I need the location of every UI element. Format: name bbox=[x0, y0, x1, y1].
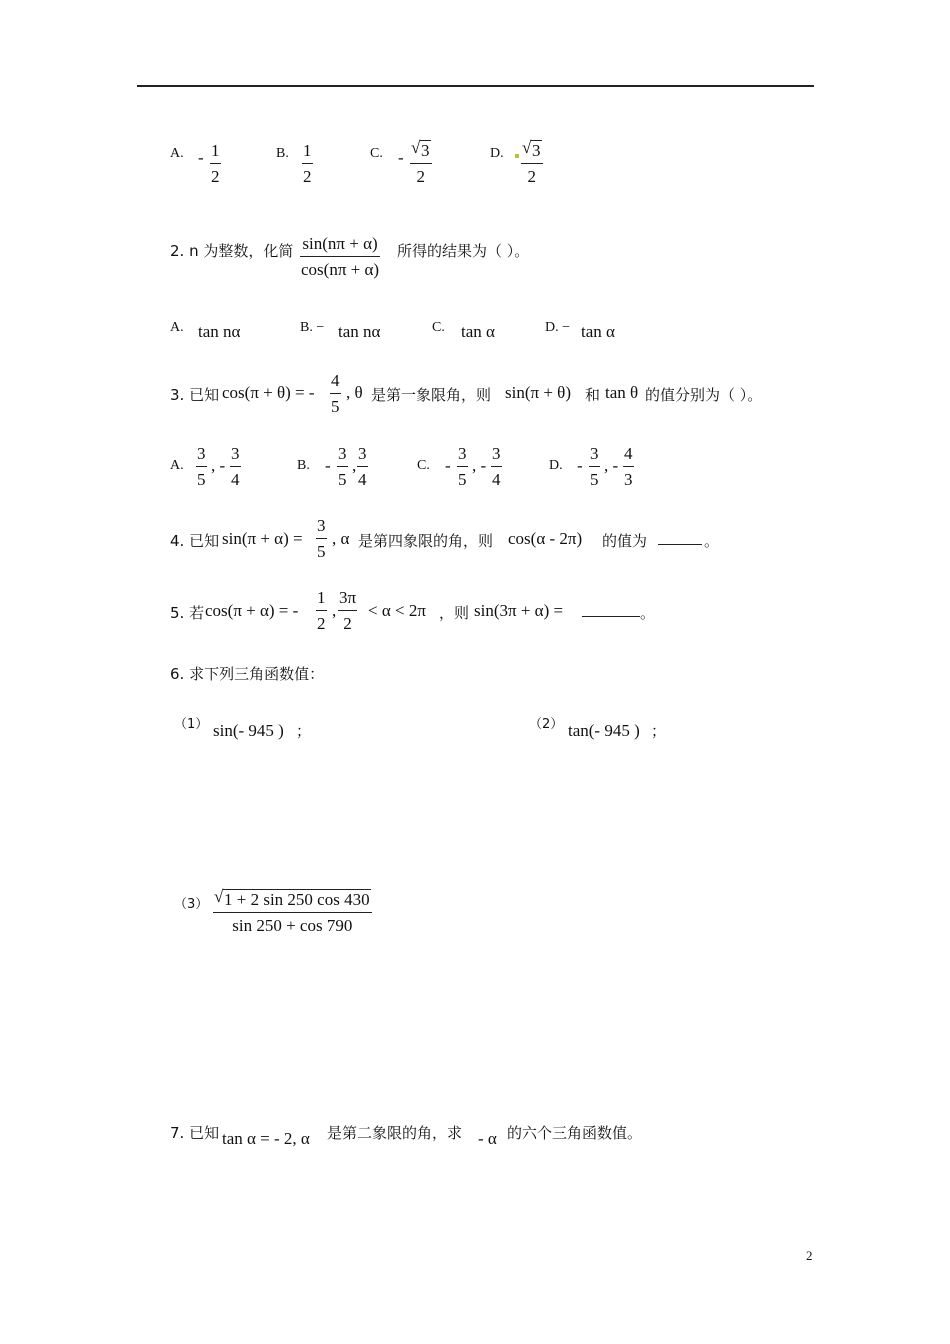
q2-option-a: tan nα bbox=[198, 322, 241, 341]
q6-part1-end: ； bbox=[296, 722, 312, 740]
q3-option-c-sign: - bbox=[445, 456, 451, 475]
q3-text3: 的值分别为（ ）。 bbox=[645, 386, 763, 404]
q3-option-a-frac2: 3 4 bbox=[231, 444, 240, 489]
option-a-fraction: 1 2 bbox=[211, 141, 220, 186]
option-b-fraction: 1 2 bbox=[303, 141, 312, 186]
q3-option-d-label: D. bbox=[549, 458, 563, 473]
q7-text2: 的六个三角函数值。 bbox=[507, 1124, 643, 1142]
q3-option-b-sign: - bbox=[325, 456, 331, 475]
q3-expr3: tan θ bbox=[605, 383, 639, 402]
q5-fraction2: 3π 2 bbox=[339, 588, 357, 633]
highlight-dot bbox=[515, 154, 519, 158]
q5-end: 。 bbox=[640, 604, 656, 622]
q3-option-b-sep: , bbox=[352, 456, 357, 475]
q5-text1: ，则 bbox=[439, 604, 470, 622]
q3-option-d-frac1: 3 5 bbox=[590, 444, 599, 489]
page-number: 2 bbox=[806, 1248, 813, 1263]
q3-option-c-frac2: 3 4 bbox=[492, 444, 501, 489]
q3-option-a-frac1: 3 5 bbox=[197, 444, 206, 489]
header-rule bbox=[137, 85, 814, 87]
q3-prefix: 3. 已知 bbox=[170, 386, 220, 404]
q2-option-b: tan nα bbox=[338, 322, 381, 341]
q5-answer-blank[interactable] bbox=[582, 600, 640, 617]
q7-prefix: 7. 已知 bbox=[170, 1124, 220, 1142]
option-d-label: D. bbox=[490, 146, 504, 161]
q3-option-b-label: B. bbox=[297, 458, 310, 473]
q6-title: 6. 求下列三角函数值： bbox=[170, 665, 325, 683]
q6-part2-label: （2） bbox=[529, 717, 564, 732]
q4-answer-blank[interactable] bbox=[658, 528, 702, 545]
q2-option-a-label: A. bbox=[170, 320, 184, 335]
q3-option-b-frac2: 3 4 bbox=[358, 444, 367, 489]
q7-text1: 是第二象限的角，求 bbox=[327, 1124, 463, 1142]
q5-expr1: cos(π + α) = - bbox=[205, 601, 299, 620]
q5-inequality: < α < 2π bbox=[368, 601, 426, 620]
q6-part1-label: （1） bbox=[174, 717, 209, 732]
q3-option-d-sign: - bbox=[577, 456, 583, 475]
q2-option-b-label: B. − bbox=[300, 320, 325, 335]
q3-mid: , θ bbox=[346, 383, 363, 402]
q3-option-a-sep: , - bbox=[211, 456, 226, 475]
q5-expr2: sin(3π + α) = bbox=[474, 601, 564, 620]
q5-fraction1: 1 2 bbox=[317, 588, 326, 633]
q3-option-c-sep: , - bbox=[472, 456, 487, 475]
option-c-sign: - bbox=[398, 148, 404, 167]
q3-option-b-frac1: 3 5 bbox=[338, 444, 347, 489]
option-b-label: B. bbox=[276, 146, 289, 161]
q2-option-c: tan α bbox=[461, 322, 495, 341]
q2-option-d: tan α bbox=[581, 322, 615, 341]
q3-option-c-frac1: 3 5 bbox=[458, 444, 467, 489]
q4-fraction: 3 5 bbox=[317, 516, 326, 561]
q3-expr2: sin(π + θ) bbox=[505, 383, 571, 402]
q3-option-c-label: C. bbox=[417, 458, 430, 473]
q3-expr1: cos(π + θ) = - bbox=[222, 383, 315, 402]
option-a-sign: - bbox=[198, 148, 204, 167]
q7-expr2: - α bbox=[478, 1129, 497, 1148]
q3-text1: 是第一象限角，则 bbox=[371, 386, 492, 404]
q2-fraction: sin(nπ + α) cos(nπ + α) bbox=[301, 234, 380, 279]
q2-option-d-label: D. − bbox=[545, 320, 571, 335]
q4-prefix: 4. 已知 bbox=[170, 532, 220, 550]
q2-prefix: 2. n 为整数，化简 bbox=[170, 242, 294, 260]
q2-suffix: 所得的结果为（ ）。 bbox=[397, 242, 530, 260]
q4-text2: 的值为 bbox=[602, 532, 648, 550]
q6-part3-label: （3） bbox=[174, 897, 209, 912]
option-a-label: A. bbox=[170, 146, 184, 161]
q6-part1-expr: sin(- 945 ) bbox=[213, 721, 284, 740]
option-c-fraction: √ 3 2 bbox=[411, 138, 430, 186]
option-d-fraction: √ 3 2 bbox=[522, 138, 541, 186]
q3-text2: 和 bbox=[585, 386, 601, 404]
option-c-label: C. bbox=[370, 146, 383, 161]
q6-part3-fraction: √ 1 + 2 sin 250 cos 430 sin 250 + cos 790 bbox=[214, 887, 370, 935]
q3-option-d-frac2: 4 3 bbox=[624, 444, 633, 489]
q3-option-a-label: A. bbox=[170, 458, 184, 473]
q4-expr2: cos(α - 2π) bbox=[508, 529, 583, 548]
q4-expr1: sin(π + α) = bbox=[222, 529, 303, 548]
q3-option-d-sep: , - bbox=[604, 456, 619, 475]
q2-option-c-label: C. bbox=[432, 320, 445, 335]
q7-expr1: tan α = - 2, α bbox=[222, 1129, 310, 1148]
q6-part2-end: ； bbox=[651, 722, 667, 740]
q6-part2-expr: tan(- 945 ) bbox=[568, 721, 640, 740]
q4-text1: 是第四象限的角，则 bbox=[358, 532, 494, 550]
q3-fraction: 4 5 bbox=[331, 371, 340, 416]
q5-prefix: 5. 若 bbox=[170, 604, 205, 622]
q5-comma: , bbox=[332, 601, 337, 620]
q4-mid: , α bbox=[332, 529, 350, 548]
q4-end: 。 bbox=[704, 532, 720, 550]
